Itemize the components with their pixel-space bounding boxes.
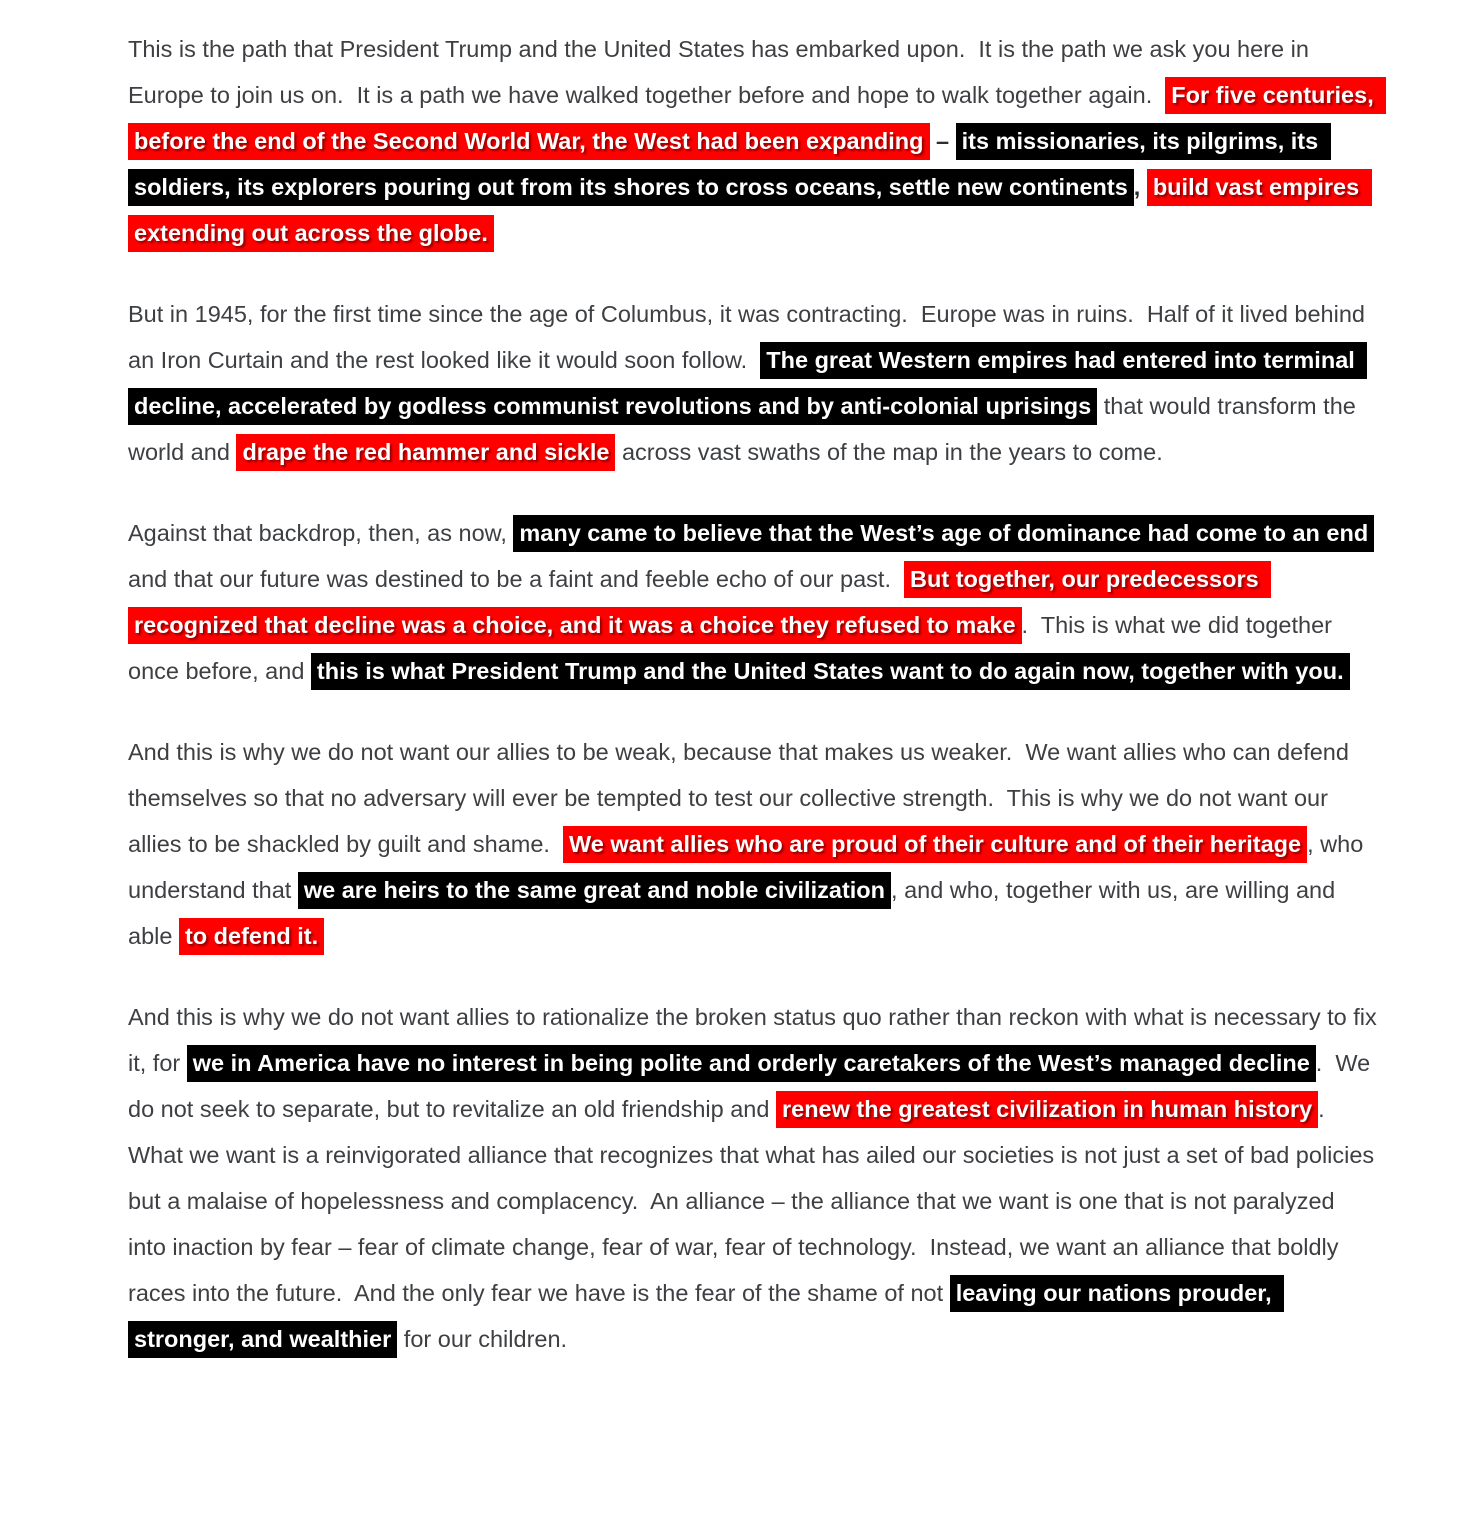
text-segment: , and who, together with us, are willing and able — [128, 877, 1342, 949]
bold-text-segment: , — [1133, 174, 1147, 200]
highlight-red-segment: renew the greatest civilization in human history — [776, 1091, 1318, 1128]
bold-text-segment: – — [929, 128, 956, 154]
text-segment: for our children. — [397, 1326, 568, 1352]
paragraph — [128, 291, 1378, 475]
highlight-black-segment: The great Western empires had entered into terminal decline, accelerated by godless communist revolutions and by anti-colonial uprisings — [128, 342, 1367, 425]
highlight-red-segment: build vast empires extending out across the globe. — [128, 169, 1372, 252]
highlight-black-segment: we are heirs to the same great and noble civilization — [298, 872, 891, 909]
text-segment: across vast swaths of the map in the years to come. — [615, 439, 1163, 465]
text-segment: But in 1945, for the first time since the age of Columbus, it was contracting. Europe was in ruins. Half of it lived behind an Iron Curtain and the rest looked like it would soon follow. — [128, 301, 1372, 373]
text-segment: . This is what we did together once before, and — [128, 612, 1339, 684]
highlight-red-segment: drape the red hammer and sickle — [236, 434, 615, 471]
highlight-red-segment: We want allies who are proud of their culture and of their heritage — [563, 826, 1307, 863]
highlight-black-segment: leaving our nations prouder, stronger, and wealthier — [128, 1275, 1284, 1358]
text-segment: and that our future was destined to be a faint and feeble echo of our past. — [128, 520, 1381, 592]
text-segment: . We do not seek to separate, but to revitalize an old friendship and — [128, 1050, 1377, 1122]
text-segment: , who understand that — [128, 831, 1370, 903]
text-segment: . What we want is a reinvigorated alliance that recognizes that what has ailed our societies is not just a set of bad policies but a malaise of hopelessness and complacency. An alliance – the alliance that we want is one that is not paralyzed into inaction by fear – fear of climate change, fear of war, fear of technology. Instead, we want an alliance that boldly races into the future. And the only fear we have is the fear of the shame of not — [128, 1096, 1381, 1306]
text-segment: that would transform the world and — [128, 393, 1363, 465]
highlight-black-segment: we in America have no interest in being polite and orderly caretakers of the West’s managed decline — [187, 1045, 1316, 1082]
paragraph — [128, 994, 1384, 1362]
highlight-red-segment: For five centuries, before the end of the Second World War, the West had been expanding — [128, 77, 1386, 160]
paragraph — [128, 26, 1381, 256]
highlight-black-segment: its missionaries, its pilgrims, its soldiers, its explorers pouring out from its shores to cross oceans, settle new continents — [128, 123, 1331, 206]
highlight-black-segment: many came to believe that the West’s age of dominance had come to an end — [513, 515, 1374, 552]
highlight-red-segment: to defend it. — [179, 918, 324, 955]
highlight-black-segment: this is what President Trump and the United States want to do again now, together with you. — [311, 653, 1350, 690]
text-segment: This is the path that President Trump and the United States has embarked upon. It is the path we ask you here in Europe to join us on. It is a path we have walked together before and hope to walk together again. — [128, 36, 1316, 108]
paragraph — [128, 729, 1378, 959]
highlight-red-segment: But together, our predecessors recognized that decline was a choice, and it was a choice they refused to make — [128, 561, 1271, 644]
text-segment: Against that backdrop, then, as now, — [128, 520, 514, 546]
text-segment: And this is why we do not want allies to rationalize the broken status quo rather than reckon with what is necessary to fix it, for — [128, 1004, 1384, 1076]
paragraph — [128, 510, 1381, 694]
text-segment: And this is why we do not want our allies to be weak, because that makes us weaker. We want allies who can defend themselves so that no adversary will ever be tempted to test our collective strength. This is why we do not want our allies to be shackled by guilt and shame. — [128, 739, 1356, 857]
article-body — [128, 26, 1384, 1362]
